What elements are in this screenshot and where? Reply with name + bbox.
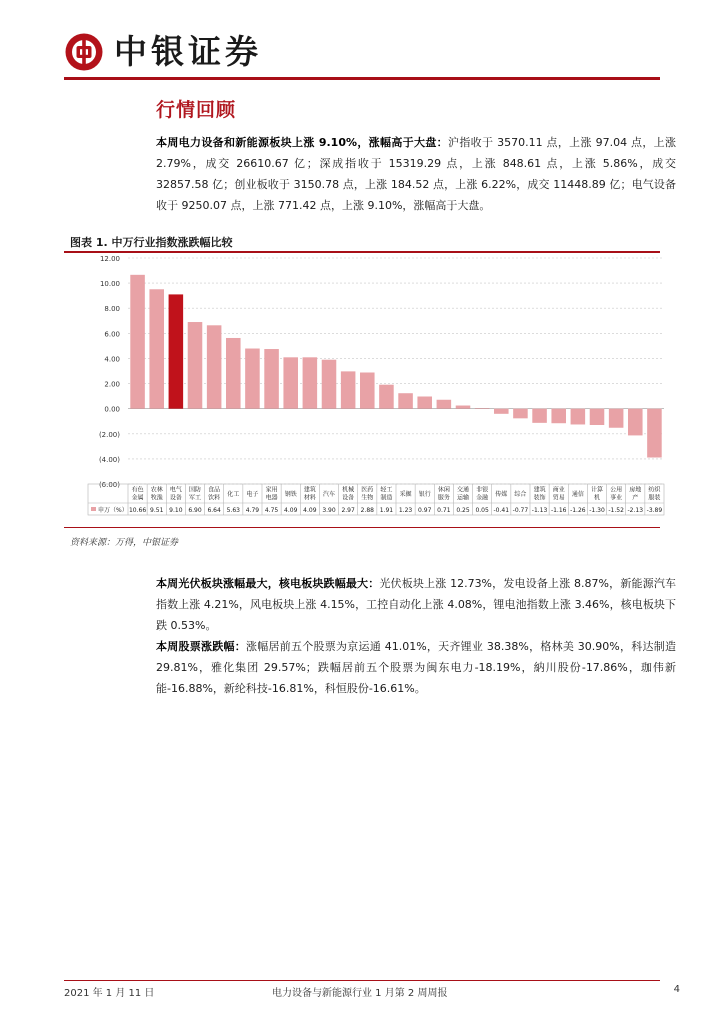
bar-16: [417, 396, 432, 408]
category-label: 牧渔: [150, 494, 163, 502]
category-label: 材料: [303, 494, 316, 502]
bar-6: [226, 338, 241, 409]
bar-5: [207, 325, 222, 408]
category-label: 食品: [208, 486, 221, 494]
category-label: 电器: [265, 494, 278, 502]
category-label: 商业: [552, 486, 565, 494]
y-tick-label: (6.00): [98, 481, 120, 489]
category-label: 设备: [342, 494, 355, 502]
paragraph-body: 光伏板块上涨 12.73%，发电设备上涨 8.87%，新能源汽车指数上涨 4.21%，风电板块上涨 4.15%，工控自动化上涨 4.08%，锂电池指数上涨 3.46%，核电板块下跌 0.53%。: [156, 577, 676, 632]
category-label: 生物: [361, 494, 374, 502]
value-label: -1.30: [589, 507, 605, 514]
category-label: 饮料: [208, 494, 221, 502]
bar-14: [379, 385, 394, 409]
bar-22: [532, 409, 547, 423]
bar-27: [628, 409, 643, 436]
category-label: 运输: [456, 494, 470, 502]
bar-28: [647, 409, 662, 458]
figure-source: 资料来源：万得，中银证券: [70, 538, 179, 548]
value-label: 1.23: [398, 507, 413, 514]
value-label: -0.77: [512, 507, 529, 514]
value-label: 9.10: [169, 507, 183, 514]
category-label: 机械: [342, 486, 355, 494]
bar-20: [494, 409, 509, 414]
bar-9: [283, 357, 298, 408]
y-tick-label: 8.00: [104, 305, 120, 314]
category-label: 汽车: [322, 491, 336, 498]
y-tick-label: 2.00: [104, 380, 120, 389]
paragraph-lead: 本周股票涨跌幅：: [156, 640, 246, 653]
category-label: 事业: [610, 494, 623, 502]
value-label: -0.41: [493, 507, 510, 514]
value-label: 4.75: [264, 507, 279, 514]
category-label: 服装: [648, 494, 661, 502]
value-label: -3.89: [646, 507, 663, 514]
category-label: 制造: [380, 494, 393, 502]
category-label: 建筑: [303, 486, 316, 494]
value-label: 0.71: [437, 507, 451, 514]
y-tick-label: 4.00: [104, 355, 120, 364]
section-title: 行情回顾: [156, 99, 237, 121]
category-label: 交通: [456, 486, 470, 494]
value-label: 2.88: [360, 507, 374, 514]
paragraph-sector-performance: [156, 573, 676, 636]
paragraph-lead: 本周光伏板块涨幅最大，核电板块跌幅最大：: [156, 577, 380, 590]
paragraph-lead: 本周电力设备和新能源板块上涨 9.10%，涨幅高于大盘：: [156, 136, 449, 149]
bar-10: [303, 357, 318, 408]
category-label: 贸易: [552, 494, 565, 502]
paragraph-body: 沪指收于 3570.11 点，上涨 97.04 点，上涨 2.79%，成交 26610.67 亿；深成指收于 15319.29 点，上涨 848.61 点，上涨 5.86%，成交 32857.58 亿；创业板收于 3150.78 点，上涨 184.52 点，上涨 6.22%，成交 11448.89 亿；电气设备收于 9250.07 点，上涨 771.42 点，上涨 9.10%，涨幅高于大盘。: [156, 136, 676, 212]
header-rule: [64, 77, 660, 80]
bar-1: [130, 275, 145, 409]
bar-19: [475, 408, 490, 409]
category-label: 有色: [131, 486, 144, 494]
category-label: 金融: [476, 494, 489, 502]
industry-index-bar-chart: [84, 252, 668, 524]
category-label: 计算: [590, 486, 604, 494]
category-label: 金属: [131, 494, 144, 502]
value-label: 2.97: [341, 507, 355, 514]
category-label: 非银: [476, 486, 489, 494]
category-label: 传媒: [495, 491, 508, 498]
category-label: 装饰: [533, 494, 546, 502]
paragraph-market-review: [156, 132, 676, 216]
category-label: 房地: [629, 486, 642, 494]
value-label: 4.09: [303, 507, 317, 514]
category-label: 设备: [169, 494, 182, 502]
bar-17: [437, 400, 452, 409]
paragraph-stock-performance: [156, 636, 676, 699]
legend-swatch: [91, 507, 96, 511]
value-label: 0.25: [456, 507, 470, 514]
legend-series-label: 申万（%）: [98, 507, 128, 514]
category-label: 采掘: [399, 491, 412, 498]
category-label: 综合: [514, 491, 527, 498]
category-label: 产: [632, 494, 639, 502]
value-label: 6.64: [207, 507, 221, 514]
value-label: -2.13: [627, 507, 644, 514]
category-label: 军工: [188, 494, 202, 502]
value-label: 0.05: [475, 507, 489, 514]
y-tick-label: 10.00: [99, 280, 120, 289]
value-label: -1.26: [570, 507, 586, 514]
value-label: 9.51: [150, 507, 164, 514]
category-label: 国防: [188, 486, 202, 494]
category-label: 纺织: [648, 486, 661, 494]
value-label: 0.97: [418, 507, 432, 514]
value-label: 3.90: [322, 507, 336, 514]
value-label: 4.09: [284, 507, 298, 514]
page-number: 4: [673, 984, 680, 995]
bar-25: [590, 409, 605, 425]
bar-13: [360, 373, 375, 409]
bar-15: [398, 393, 413, 408]
bar-12: [341, 371, 356, 408]
y-tick-label: (2.00): [98, 430, 120, 439]
category-label: 通信: [571, 491, 584, 498]
category-label: 银行: [418, 491, 431, 498]
bar-24: [571, 409, 586, 425]
category-label: 服务: [437, 494, 450, 502]
value-label: -1.52: [608, 507, 624, 514]
footer-date: 2021 年 1 月 11 日: [64, 988, 155, 999]
category-label: 建筑: [533, 486, 546, 494]
value-label: -1.13: [531, 507, 548, 514]
bar-3: [169, 294, 184, 408]
category-label: 休闲: [437, 486, 450, 494]
figure-title: 图表 1. 中万行业指数涨跌幅比较: [70, 236, 233, 249]
figure-bottom-rule: [64, 527, 660, 528]
category-label: 轻工: [380, 486, 393, 494]
value-label: 10.66: [128, 507, 147, 514]
category-label: 电气: [169, 486, 182, 494]
y-tick-label: 0.00: [104, 405, 120, 414]
category-label: 家用: [265, 486, 278, 494]
bank-of-china-logo-icon: [64, 32, 104, 72]
bar-2: [149, 289, 164, 408]
category-label: 医药: [361, 486, 374, 494]
bar-7: [245, 349, 260, 409]
bar-18: [456, 406, 471, 409]
category-label: 农林: [150, 486, 163, 494]
footer-report-title: 电力设备与新能源行业 1 月第 2 周周报: [272, 988, 448, 999]
category-label: 电子: [246, 491, 259, 498]
brand-logo: [64, 32, 262, 72]
footer-rule: [64, 980, 660, 981]
value-label: -1.16: [550, 507, 567, 514]
category-label: 公用: [610, 486, 623, 494]
y-tick-label: 12.00: [99, 255, 120, 263]
bar-23: [551, 409, 566, 424]
value-label: 1.91: [379, 507, 394, 514]
category-label: 化工: [227, 491, 240, 498]
brand-name: 中银证券: [114, 32, 262, 71]
category-label: 机: [593, 494, 601, 502]
bar-26: [609, 409, 624, 428]
paragraph-body: 涨幅居前五个股票为京运通 41.01%，天齐锂业 38.38%，格林美 30.90%，科达制造 29.81%，雅化集团 29.57%；跌幅居前五个股票为闽东电力-18.19%，納川股份-17.86%，珈伟新能-16.88%，新纶科技-16.81%，科恒股份-16.61%。: [156, 640, 676, 695]
y-tick-label: (4.00): [98, 455, 120, 464]
bar-21: [513, 409, 528, 419]
value-label: 6.90: [188, 507, 202, 514]
bar-8: [264, 349, 279, 409]
value-label: 5.63: [226, 507, 240, 514]
value-label: 4.79: [245, 507, 260, 514]
y-tick-label: 6.00: [104, 330, 120, 339]
bar-11: [322, 360, 337, 409]
bar-4: [188, 322, 203, 409]
category-label: 钢铁: [284, 491, 297, 498]
